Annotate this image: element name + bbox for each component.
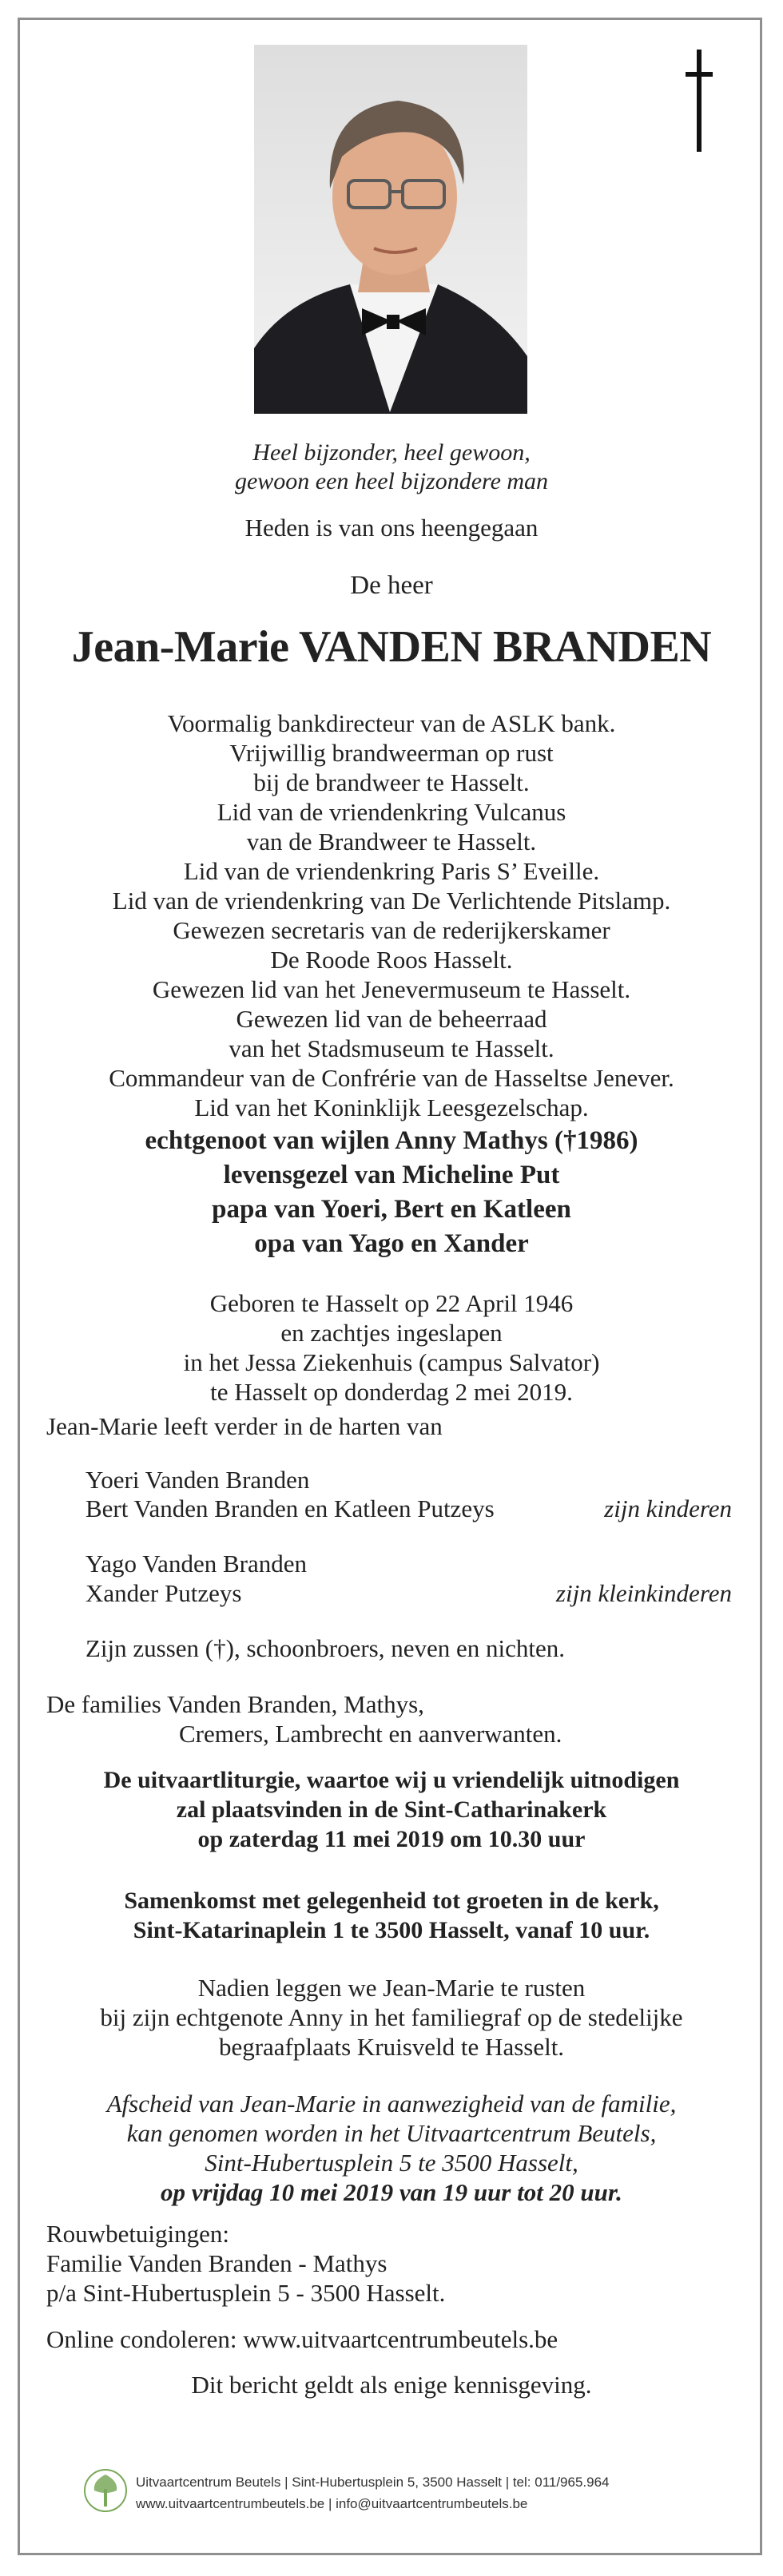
children-label: zijn kinderen: [604, 1494, 732, 1522]
farewell-line: Sint-Hubertusplein 5 te 3500 Hasselt,: [205, 2149, 578, 2177]
footer-line-1: Uitvaartcentrum Beutels | Sint-Hubertusplein 5, 3500 Hasselt | tel: 011/965.964: [136, 2475, 610, 2490]
gathering-line: Samenkomst met gelegenheid tot groeten in de kerk,: [124, 1887, 659, 1914]
survived-intro: Jean-Marie leeft verder in de harten van: [46, 1412, 443, 1440]
grandchild-name: Yago Vanden Branden: [85, 1550, 307, 1578]
role-line: Lid van de vriendenkring Paris S’ Eveille.: [183, 857, 600, 885]
farewell-line: Afscheid van Jean-Marie in aanwezigheid van de familie,: [106, 2090, 677, 2118]
footer-text: [136, 2471, 610, 2514]
role-line: Vrijwillig brandweerman op rust: [229, 739, 554, 767]
birth-death-line: Geboren te Hasselt op 22 April 1946: [209, 1289, 574, 1317]
role-line: van de Brandweer te Hasselt.: [246, 828, 537, 855]
announcement: Heden is van ons heengegaan: [244, 514, 539, 542]
funeral-line: zal plaatsvinden in de Sint-Catharinakerk: [176, 1796, 607, 1823]
farewell-line: op vrijdag 10 mei 2019 van 19 uur tot 20 uur.: [161, 2178, 622, 2206]
burial-line: Nadien leggen we Jean-Marie te rusten: [197, 1974, 586, 2002]
funeral-line: op zaterdag 11 mei 2019 om 10.30 uur: [197, 1826, 586, 1852]
tree-logo-icon: [83, 2468, 128, 2513]
funeral-line: De uitvaartliturgie, waartoe wij u vriendelijk uitnodigen: [103, 1767, 680, 1793]
role-line: Voormalig bankdirecteur van de ASLK bank.: [167, 709, 616, 737]
condolences-family: Familie Vanden Branden - Mathys: [46, 2249, 388, 2277]
footer: [72, 2462, 711, 2526]
role-line: Gewezen lid van de beheerraad: [236, 1005, 547, 1033]
role-line: bij de brandweer te Hasselt.: [253, 768, 530, 796]
salutation: De heer: [350, 571, 433, 600]
burial-line: begraafplaats Kruisveld te Hasselt.: [218, 2033, 565, 2061]
role-line: Commandeur van de Confrérie van de Hasseltse Jenever.: [109, 1064, 674, 1092]
grandchildren-label: zijn kleinkinderen: [555, 1579, 732, 1607]
child-name: Yoeri Vanden Branden: [85, 1466, 310, 1494]
farewell-line: kan genomen worden in het Uitvaartcentrum Beutels,: [126, 2119, 657, 2147]
portrait-illustration: [254, 45, 527, 414]
siblings: Zijn zussen (†), schoonbroers, neven en nichten.: [85, 1634, 566, 1662]
role-line: Lid van de vriendenkring van De Verlichtende Pitslamp.: [112, 887, 671, 915]
families-line-1: De families Vanden Branden, Mathys,: [46, 1690, 424, 1718]
birth-death-line: en zachtjes ingeslapen: [280, 1319, 503, 1347]
role-line: Gewezen lid van het Jenevermuseum te Hasselt.: [152, 975, 631, 1003]
quote-line-2: gewoon een heel bijzondere man: [234, 468, 549, 494]
role-line: van het Stadsmuseum te Hasselt.: [229, 1034, 554, 1062]
burial-line: bij zijn echtgenote Anny in het familiegraf op de stedelijke: [100, 2003, 683, 2031]
relation-line: opa van Yago en Xander: [254, 1229, 529, 1258]
online-condolences: Online condoleren: www.uitvaartcentrumbeutels.be: [46, 2325, 558, 2353]
portrait-photo: [254, 45, 527, 414]
birth-death-line: in het Jessa Ziekenhuis (campus Salvator): [183, 1348, 600, 1376]
role-line: Gewezen secretaris van de rederijkerskamer: [173, 916, 610, 944]
footer-line-2: www.uitvaartcentrumbeutels.be | info@uitvaartcentrumbeutels.be: [136, 2496, 528, 2511]
condolences-address: p/a Sint-Hubertusplein 5 - 3500 Hasselt.: [46, 2279, 446, 2307]
relation-line: levensgezel van Micheline Put: [223, 1161, 560, 1189]
families-line-2: Cremers, Lambrecht en aanverwanten.: [179, 1720, 562, 1748]
role-line: Lid van het Koninklijk Leesgezelschap.: [194, 1094, 589, 1121]
condolences-heading: Rouwbetuigingen:: [46, 2220, 230, 2248]
quote-line-1: Heel bijzonder, heel gewoon,: [252, 439, 531, 466]
grandchild-name: Xander Putzeys: [85, 1579, 242, 1607]
deceased-name: Jean-Marie VANDEN BRANDEN: [71, 622, 712, 672]
relation-line: echtgenoot van wijlen Anny Mathys (†1986): [145, 1126, 638, 1155]
notice: Dit bericht geldt als enige kennisgeving.: [191, 2371, 592, 2399]
birth-death-line: te Hasselt op donderdag 2 mei 2019.: [210, 1378, 573, 1406]
role-line: De Roode Roos Hasselt.: [270, 946, 513, 974]
gathering-line: Sint-Katarinaplein 1 te 3500 Hasselt, vanaf 10 uur.: [133, 1917, 650, 1943]
role-line: Lid van de vriendenkring Vulcanus: [217, 798, 566, 826]
cross-icon: [686, 50, 713, 152]
child-name: Bert Vanden Branden en Katleen Putzeys: [85, 1494, 495, 1522]
relation-line: papa van Yoeri, Bert en Katleen: [212, 1195, 571, 1224]
